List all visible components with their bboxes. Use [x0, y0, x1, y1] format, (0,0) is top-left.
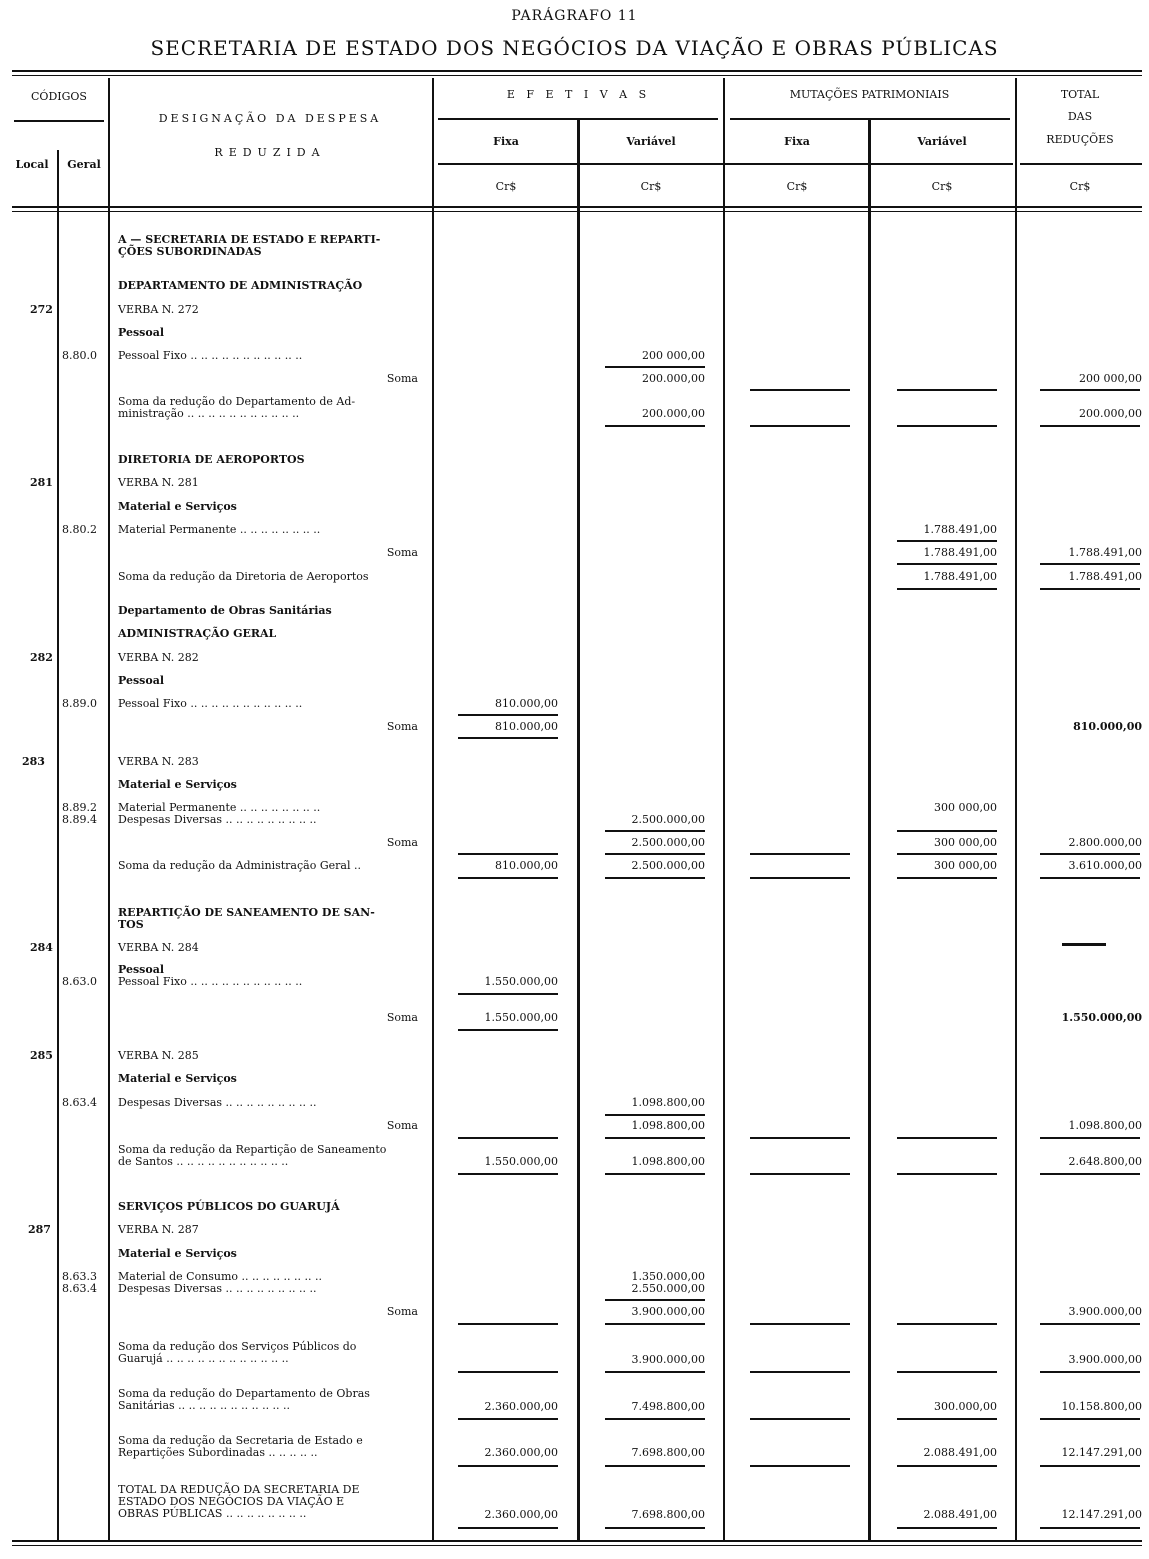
verba-label: VERBA N. 283 [118, 755, 199, 768]
sum-rule [458, 877, 558, 879]
geral-code: 8.80.2 [62, 523, 97, 536]
value-efetivas-fixa: 2.360.000,00 [484, 1446, 558, 1459]
value-efetivas-variavel: 2.500.000,00 [631, 859, 705, 872]
value-efetivas-variavel: 200.000,00 [642, 372, 705, 385]
sum-rule [750, 1137, 850, 1139]
grand-total-description: TOTAL DA REDUÇÃO DA SECRETARIA DE ESTADO DOS NEGÓCIOS DA VIAÇÃO E OBRAS PÚBLICAS .. .. .. .. .. .. .. .. [118, 1483, 360, 1520]
sum-rule [897, 425, 997, 427]
sum-description: Soma da redução dos Serviços Públicos do Guarujá .. .. .. .. .. .. .. .. .. .. .. .. [118, 1340, 357, 1365]
subheading: Material e Serviços [118, 500, 237, 513]
value-efetivas-variavel: 1.098.800,00 [631, 1119, 705, 1132]
verba-label: VERBA N. 287 [118, 1223, 199, 1236]
value-total: 10.158.800,00 [1061, 1400, 1142, 1413]
sum-rule [897, 588, 997, 590]
local-code: 272 [30, 303, 53, 316]
sum-rule [458, 853, 558, 855]
local-code: 284 [30, 941, 53, 954]
value-mutacoes-variavel: 2.088.491,00 [923, 1508, 997, 1521]
sum-description: Soma da redução da Diretoria de Aeroportos [118, 570, 369, 583]
sum-rule [897, 877, 997, 879]
top-rule [12, 70, 1142, 72]
verba-label: VERBA N. 272 [118, 303, 199, 316]
col-line-efetivas [723, 78, 725, 1540]
sum-rule [605, 1299, 705, 1301]
value-mutacoes-variavel: 1.788.491,00 [923, 523, 997, 536]
value-total: 810.000,00 [1073, 720, 1142, 733]
local-code: 281 [30, 476, 53, 489]
sum-rule [1040, 877, 1140, 879]
header-local: Local [15, 158, 49, 171]
local-code: 285 [30, 1049, 53, 1062]
sum-rule [458, 1137, 558, 1139]
line-item: Material Permanente .. .. .. .. .. .. .. .. [118, 523, 321, 536]
local-code: 282 [30, 651, 53, 664]
soma-label: Soma [386, 1011, 418, 1024]
sum-rule [605, 1173, 705, 1175]
value-efetivas-variavel: 2.550.000,00 [631, 1282, 705, 1295]
verba-label: VERBA N. 284 [118, 941, 199, 954]
value-efetivas-variavel: 2.500.000,00 [631, 836, 705, 849]
sum-rule [1040, 1137, 1140, 1139]
header-mutacoes-variavel: Variável [917, 135, 967, 148]
header-mutacoes: MUTAÇÕES PATRIMONIAIS [789, 88, 950, 101]
header-efetivas-fixa: Fixa [493, 135, 519, 148]
sum-rule [605, 1371, 705, 1373]
value-mutacoes-variavel: 1.788.491,00 [923, 570, 997, 583]
sum-rule [750, 1323, 850, 1325]
sum-rule [605, 853, 705, 855]
subheader-rule [438, 163, 1013, 165]
sum-rule [1040, 1323, 1140, 1325]
value-efetivas-fixa: 2.360.000,00 [484, 1508, 558, 1521]
value-total: 3.610.000,00 [1068, 859, 1142, 872]
value-efetivas-variavel: 7.698.800,00 [631, 1446, 705, 1459]
col-line-geral [108, 78, 110, 1540]
subheading: Pessoal [118, 963, 165, 976]
sum-rule [458, 737, 558, 739]
sum-rule [1040, 563, 1140, 565]
total-subheader-rule [1020, 163, 1142, 165]
page-title: SECRETARIA DE ESTADO DOS NEGÓCIOS DA VIAÇÃO E OBRAS PÚBLICAS [150, 36, 999, 60]
value-efetivas-variavel: 200 000,00 [642, 349, 705, 362]
header-designacao: DESIGNAÇÃO DA DESPESA [158, 112, 382, 125]
division-heading: REPARTIÇÃO DE SANEAMENTO DE SAN- TOS [118, 906, 375, 931]
value-efetivas-variavel: 1.098.800,00 [631, 1155, 705, 1168]
currency-5: Cr$ [1069, 180, 1091, 193]
sum-rule [458, 1371, 558, 1373]
sum-rule [1040, 1465, 1140, 1467]
value-efetivas-variavel: 3.900.000,00 [631, 1353, 705, 1366]
line-item: Pessoal Fixo .. .. .. .. .. .. .. .. .. .. .. [118, 975, 303, 988]
value-total: 2.800.000,00 [1068, 836, 1142, 849]
sum-rule [897, 1137, 997, 1139]
col-line-desc [432, 78, 434, 1540]
line-item: Material Permanente .. .. .. .. .. .. .. .. [118, 801, 321, 814]
currency-2: Cr$ [640, 180, 662, 193]
sum-rule [605, 1114, 705, 1116]
department-heading: DIRETORIA DE AEROPORTOS [118, 453, 305, 466]
header-efetivas-variavel: Variável [626, 135, 676, 148]
sum-rule [605, 425, 705, 427]
local-code: 287 [28, 1223, 51, 1236]
mutacoes-rule [730, 118, 1010, 120]
geral-code: 8.63.4 [62, 1282, 97, 1295]
sum-rule [605, 1137, 705, 1139]
sum-rule [750, 389, 850, 391]
sum-rule [897, 1418, 997, 1420]
header-codigos: CÓDIGOS [31, 90, 87, 103]
value-efetivas-fixa: 1.550.000,00 [484, 1011, 558, 1024]
header-mutacoes-fixa: Fixa [784, 135, 810, 148]
col-line-mut-fixa [868, 120, 871, 1540]
subheading: Pessoal [118, 674, 165, 687]
value-mutacoes-variavel: 300 000,00 [934, 859, 997, 872]
value-total: 12.147.291,00 [1061, 1446, 1142, 1459]
value-efetivas-variavel: 1.098.800,00 [631, 1096, 705, 1109]
division-heading: SERVIÇOS PÚBLICOS DO GUARUJÁ [118, 1200, 340, 1213]
value-efetivas-variavel: 200.000,00 [642, 407, 705, 420]
header-reducoes: REDUÇÕES [1046, 133, 1114, 146]
sum-rule [605, 830, 705, 832]
soma-label: Soma [386, 1305, 418, 1318]
sum-rule [1040, 1371, 1140, 1373]
value-efetivas-fixa: 1.550.000,00 [484, 1155, 558, 1168]
sum-rule [605, 1418, 705, 1420]
value-mutacoes-variavel: 2.088.491,00 [923, 1446, 997, 1459]
value-efetivas-variavel: 7.698.800,00 [631, 1508, 705, 1521]
col-line-mutacoes [1015, 78, 1017, 1540]
sum-rule [750, 1173, 850, 1175]
header-total: TOTAL [1060, 88, 1100, 101]
value-total: 1.788.491,00 [1068, 570, 1142, 583]
value-mutacoes-variavel: 300 000,00 [934, 836, 997, 849]
sum-rule [897, 1173, 997, 1175]
geral-code: 8.80.0 [62, 349, 97, 362]
sum-rule [1040, 425, 1140, 427]
value-efetivas-fixa: 1.550.000,00 [484, 975, 558, 988]
sum-rule [897, 1323, 997, 1325]
value-efetivas-variavel: 7.498.800,00 [631, 1400, 705, 1413]
sum-rule [458, 1465, 558, 1467]
sum-rule [458, 1173, 558, 1175]
geral-code: 8.63.0 [62, 975, 97, 988]
soma-label: Soma [386, 836, 418, 849]
col-line-local [57, 150, 59, 1540]
currency-3: Cr$ [786, 180, 808, 193]
codigos-rule [14, 120, 104, 122]
line-item: Material de Consumo .. .. .. .. .. .. .. .. [118, 1270, 322, 1283]
subheading: Pessoal [118, 326, 165, 339]
sum-rule [897, 830, 997, 832]
value-total: 3.900.000,00 [1068, 1353, 1142, 1366]
geral-code: 8.63.3 [62, 1270, 97, 1283]
sum-rule [605, 366, 705, 368]
soma-label: Soma [386, 372, 418, 385]
sum-rule [605, 1323, 705, 1325]
sum-rule [605, 1527, 705, 1529]
value-total: 200.000,00 [1079, 407, 1142, 420]
geral-code: 8.89.0 [62, 697, 97, 710]
sum-rule [458, 1323, 558, 1325]
col-line-fixa [577, 120, 580, 1540]
sum-rule [750, 853, 850, 855]
sum-rule [1040, 1527, 1140, 1529]
value-efetivas-fixa: 2.360.000,00 [484, 1400, 558, 1413]
value-total: 3.900.000,00 [1068, 1305, 1142, 1318]
sum-rule [750, 1465, 850, 1467]
line-item: Despesas Diversas .. .. .. .. .. .. .. .. .. [118, 1282, 317, 1295]
value-efetivas-fixa: 810.000,00 [495, 697, 558, 710]
header-reduzida: REDUZIDA [214, 146, 326, 159]
sum-rule [897, 1527, 997, 1529]
sum-rule [458, 1527, 558, 1529]
header-efetivas: E F E T I V A S [506, 88, 651, 101]
value-total: 1.098.800,00 [1068, 1119, 1142, 1132]
value-mutacoes-variavel: 300.000,00 [934, 1400, 997, 1413]
geral-code: 8.89.4 [62, 813, 97, 826]
department-heading: DEPARTAMENTO DE ADMINISTRAÇÃO [118, 279, 363, 292]
sum-rule [1040, 389, 1140, 391]
value-total: 2.648.800,00 [1068, 1155, 1142, 1168]
subheading: Material e Serviços [118, 778, 237, 791]
sum-rule [750, 1371, 850, 1373]
sum-rule [897, 540, 997, 542]
efetivas-rule [438, 118, 718, 120]
verba-label: VERBA N. 285 [118, 1049, 199, 1062]
soma-label: Soma [386, 720, 418, 733]
value-total: 1.788.491,00 [1068, 546, 1142, 559]
sum-rule [458, 714, 558, 716]
sum-rule [1040, 588, 1140, 590]
bottom-rule-2 [12, 1545, 1142, 1546]
sum-description: Soma da redução da Administração Geral .. [118, 859, 361, 872]
sum-description: Soma da redução do Departamento de Ad- ministração .. .. .. .. .. .. .. .. .. .. .. [118, 395, 356, 420]
sum-description: Soma da redução do Departamento de Obras Sanitárias .. .. .. .. .. .. .. .. .. .. .. [118, 1387, 370, 1412]
currency-1: Cr$ [495, 180, 517, 193]
sum-rule [605, 877, 705, 879]
value-efetivas-variavel: 2.500.000,00 [631, 813, 705, 826]
sum-rule [897, 1371, 997, 1373]
sum-rule [750, 425, 850, 427]
sum-rule [1062, 943, 1106, 946]
subheading: Material e Serviços [118, 1247, 237, 1260]
soma-label: Soma [386, 546, 418, 559]
geral-code: 8.63.4 [62, 1096, 97, 1109]
verba-label: VERBA N. 281 [118, 476, 199, 489]
sum-rule [458, 993, 558, 995]
sum-rule [897, 853, 997, 855]
sum-rule [897, 389, 997, 391]
header-geral: Geral [67, 158, 101, 171]
value-mutacoes-variavel: 1.788.491,00 [923, 546, 997, 559]
sum-rule [1040, 853, 1140, 855]
line-item: Pessoal Fixo .. .. .. .. .. .. .. .. .. .. .. [118, 697, 303, 710]
value-efetivas-fixa: 810.000,00 [495, 720, 558, 733]
line-item: Despesas Diversas .. .. .. .. .. .. .. .. .. [118, 1096, 317, 1109]
soma-label: Soma [386, 1119, 418, 1132]
geral-code: 8.89.2 [62, 801, 97, 814]
value-mutacoes-variavel: 300 000,00 [934, 801, 997, 814]
sum-description: Soma da redução da Secretaria de Estado e Repartições Subordinadas .. .. .. .. .. [118, 1434, 363, 1459]
bottom-rule [12, 1540, 1142, 1542]
line-item: Despesas Diversas .. .. .. .. .. .. .. .. .. [118, 813, 317, 826]
sum-rule [605, 1465, 705, 1467]
department-heading: Departamento de Obras Sanitárias [118, 604, 332, 617]
paragraph-number: PARÁGRAFO 11 [511, 8, 638, 24]
line-item: Pessoal Fixo .. .. .. .. .. .. .. .. .. .. .. [118, 349, 303, 362]
value-total: 12.147.291,00 [1061, 1508, 1142, 1521]
subheading: Material e Serviços [118, 1072, 237, 1085]
header-das: DAS [1067, 110, 1093, 123]
value-total: 1.550.000,00 [1061, 1011, 1142, 1024]
top-rule-2 [12, 75, 1142, 76]
value-total: 200 000,00 [1079, 372, 1142, 385]
value-efetivas-fixa: 810.000,00 [495, 859, 558, 872]
sum-rule [897, 563, 997, 565]
sum-rule [1040, 1418, 1140, 1420]
sum-rule [750, 1418, 850, 1420]
verba-label: VERBA N. 282 [118, 651, 199, 664]
sum-rule [1040, 1173, 1140, 1175]
value-efetivas-variavel: 3.900.000,00 [631, 1305, 705, 1318]
sum-rule [458, 1418, 558, 1420]
sum-rule [458, 1029, 558, 1031]
sum-description: Soma da redução da Repartição de Saneamento de Santos .. .. .. .. .. .. .. .. .. .. .. [118, 1143, 387, 1168]
value-efetivas-variavel: 1.350.000,00 [631, 1270, 705, 1283]
sum-rule [897, 1465, 997, 1467]
division-heading: ADMINISTRAÇÃO GERAL [118, 627, 277, 640]
currency-4: Cr$ [931, 180, 953, 193]
local-code: 283 [22, 755, 45, 768]
sum-rule [750, 877, 850, 879]
section-heading: A — SECRETARIA DE ESTADO E REPARTI- ÇÕES SUBORDINADAS [118, 233, 381, 258]
